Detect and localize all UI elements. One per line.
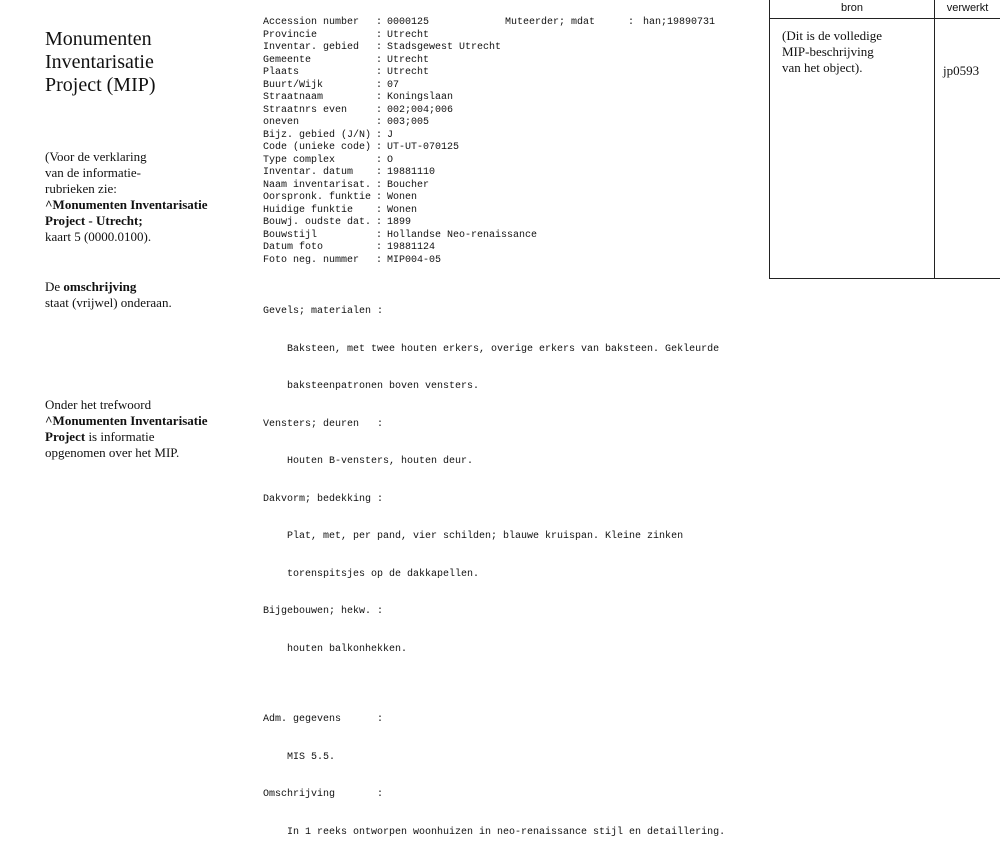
field-row: [263, 167, 537, 180]
field-label: Code (unieke code): [263, 142, 372, 153]
field-row: [263, 67, 537, 80]
bijgebouwen-text-1: houten balkonhekken.: [287, 643, 408, 655]
field-colon: :: [376, 54, 383, 66]
field-colon: :: [376, 254, 383, 266]
field-row: [263, 192, 537, 205]
field-label: Datum foto: [263, 242, 324, 253]
desc-prefix: De: [45, 279, 64, 294]
field-row: [263, 205, 537, 218]
note-line-1: (Voor de verklaring: [45, 149, 147, 164]
gevels-text-1: Baksteen, met twee houten erkers, overige erkers van baksteen. Gekleurde: [287, 343, 720, 355]
field-colon: :: [376, 17, 383, 28]
column-header-verwerkt: verwerkt: [946, 2, 989, 14]
field-label: Naam inventarisat.: [263, 179, 372, 191]
field-value: 0000125: [387, 17, 430, 28]
title-line-1: Monumenten: [45, 28, 152, 50]
field-value: 003;005: [387, 117, 430, 128]
source-note: [782, 28, 932, 76]
processed-code: jp0593: [943, 63, 980, 78]
field-value: Hollandse Neo-renaissance: [387, 229, 538, 241]
mutation-label: Muteerder; mdat: [505, 17, 596, 28]
field-label: Straatnrs even: [263, 104, 348, 116]
field-colon: :: [376, 154, 383, 166]
field-value: 1899: [387, 217, 412, 228]
field-row: [263, 217, 537, 230]
explanation-note: [45, 149, 245, 245]
record-fields: [263, 17, 537, 267]
field-colon: :: [376, 217, 383, 228]
field-colon: :: [376, 104, 383, 116]
field-colon: :: [376, 79, 383, 91]
note-reference-1: ^Monumenten Inventarisatie: [45, 197, 208, 212]
field-label: Plaats: [263, 67, 300, 78]
field-colon: :: [376, 142, 383, 153]
dakvorm-text-2: torenspitsjes op de dakkapellen.: [287, 568, 480, 580]
dakvorm-heading: Dakvorm; bedekking :: [263, 493, 384, 505]
field-label: Foto neg. nummer: [263, 254, 360, 266]
field-row: [263, 30, 537, 43]
field-value: Wonen: [387, 204, 418, 216]
index-keyword-1: ^Monumenten Inventarisatie: [45, 413, 208, 428]
field-colon: :: [376, 204, 383, 216]
description-note: [45, 279, 245, 311]
note-line-3: rubrieken zie:: [45, 181, 117, 196]
field-label: Inventar. gebied: [263, 42, 360, 53]
field-row: [263, 130, 537, 143]
field-label: Bijz. gebied (J/N): [263, 129, 372, 141]
index-note: [45, 397, 245, 461]
index-line-3-rest: is informatie: [85, 429, 155, 444]
field-value: J: [387, 129, 394, 141]
column-divider: [934, 0, 935, 278]
field-row: [263, 242, 537, 255]
field-value: Utrecht: [387, 67, 430, 78]
spacer: [263, 681, 725, 689]
field-colon: :: [376, 229, 383, 241]
vensters-heading: Vensters; deuren :: [263, 418, 384, 430]
source-note-line-1: (Dit is de volledige: [782, 28, 883, 43]
field-value: 002;004;006: [387, 104, 454, 116]
field-label: Huidige funktie: [263, 204, 354, 216]
omschrijving-text-1: In 1 reeks ontworpen woonhuizen in neo-renaissance stijl en detaillering.: [287, 826, 726, 838]
vensters-text-1: Houten B-vensters, houten deur.: [287, 456, 474, 467]
field-row: [263, 117, 537, 130]
record-description: [263, 281, 725, 852]
dakvorm-text-1: Plat, met, per pand, vier schilden; blauwe kruispan. Kleine zinken: [287, 531, 684, 542]
field-colon: :: [376, 192, 383, 203]
page-title: [45, 28, 245, 97]
desc-keyword: omschrijving: [63, 279, 137, 294]
field-value: O: [387, 154, 394, 166]
field-label: oneven: [263, 117, 300, 128]
field-value: Stadsgewest Utrecht: [387, 42, 502, 53]
field-label: Provincie: [263, 29, 318, 41]
note-line-2: van de informatie-: [45, 165, 142, 180]
field-value: 19881110: [387, 167, 436, 178]
note-line-6: kaart 5 (0000.0100).: [45, 229, 152, 244]
gevels-text-2: baksteenpatronen boven vensters.: [287, 381, 480, 392]
field-label: Straatnaam: [263, 92, 324, 103]
title-line-2: Inventarisatie: [45, 51, 154, 73]
field-label: Bouwj. oudste dat.: [263, 217, 372, 228]
field-label: Buurt/Wijk: [263, 79, 324, 91]
adm-heading: Adm. gegevens :: [263, 714, 384, 725]
field-row: [263, 255, 537, 268]
note-reference-2: Project - Utrecht;: [45, 213, 143, 228]
field-value: UT-UT-070125: [387, 142, 460, 153]
field-row: [263, 230, 537, 243]
field-label: Inventar. datum: [263, 167, 354, 178]
field-value: Utrecht: [387, 29, 430, 41]
mutation-value: han;19890731: [643, 17, 716, 28]
source-note-line-2: MIP-beschrijving: [782, 44, 874, 59]
field-row: [263, 80, 537, 93]
field-label: Gemeente: [263, 54, 312, 66]
field-value: 19881124: [387, 242, 436, 253]
field-value: Boucher: [387, 179, 430, 191]
field-row: [263, 92, 537, 105]
field-row: [263, 105, 537, 118]
desc-line-1: [45, 279, 245, 295]
source-note-line-3: van het object).: [782, 60, 863, 75]
field-colon: :: [376, 92, 383, 103]
index-keyword-2: Project: [45, 429, 86, 444]
index-line-3: [45, 429, 245, 445]
field-colon: :: [376, 167, 383, 178]
field-colon: :: [376, 129, 383, 141]
field-row: [263, 17, 537, 30]
field-colon: :: [376, 117, 383, 128]
field-label: Bouwstijl: [263, 229, 318, 241]
field-colon: :: [376, 179, 383, 191]
field-colon: :: [376, 42, 383, 53]
index-line-1: Onder het trefwoord: [45, 397, 152, 412]
field-value: 07: [387, 79, 400, 91]
field-label: Type complex: [263, 154, 336, 166]
mutation-colon: :: [628, 17, 635, 28]
field-row: [263, 42, 537, 55]
field-colon: :: [376, 242, 383, 253]
desc-line-2: staat (vrijwel) onderaan.: [45, 295, 172, 310]
column-header-bron: bron: [840, 2, 864, 14]
field-value: Wonen: [387, 192, 418, 203]
field-value: Koningslaan: [387, 92, 454, 103]
field-row: [263, 155, 537, 168]
field-row: [263, 142, 537, 155]
field-label: Accession number: [263, 17, 360, 28]
field-value: MIP004-05: [387, 254, 442, 266]
field-value: Utrecht: [387, 54, 430, 66]
gevels-heading: Gevels; materialen :: [263, 306, 384, 317]
omschrijving-heading: Omschrijving :: [263, 789, 384, 800]
field-colon: :: [376, 29, 383, 41]
adm-text-1: MIS 5.5.: [287, 751, 336, 763]
field-row: [263, 55, 537, 68]
field-colon: :: [376, 67, 383, 78]
field-label: Oorspronk. funktie: [263, 192, 372, 203]
index-line-4: opgenomen over het MIP.: [45, 445, 180, 460]
bijgebouwen-heading: Bijgebouwen; hekw. :: [263, 606, 384, 617]
title-line-3: Project (MIP): [45, 74, 156, 96]
field-row: [263, 180, 537, 193]
